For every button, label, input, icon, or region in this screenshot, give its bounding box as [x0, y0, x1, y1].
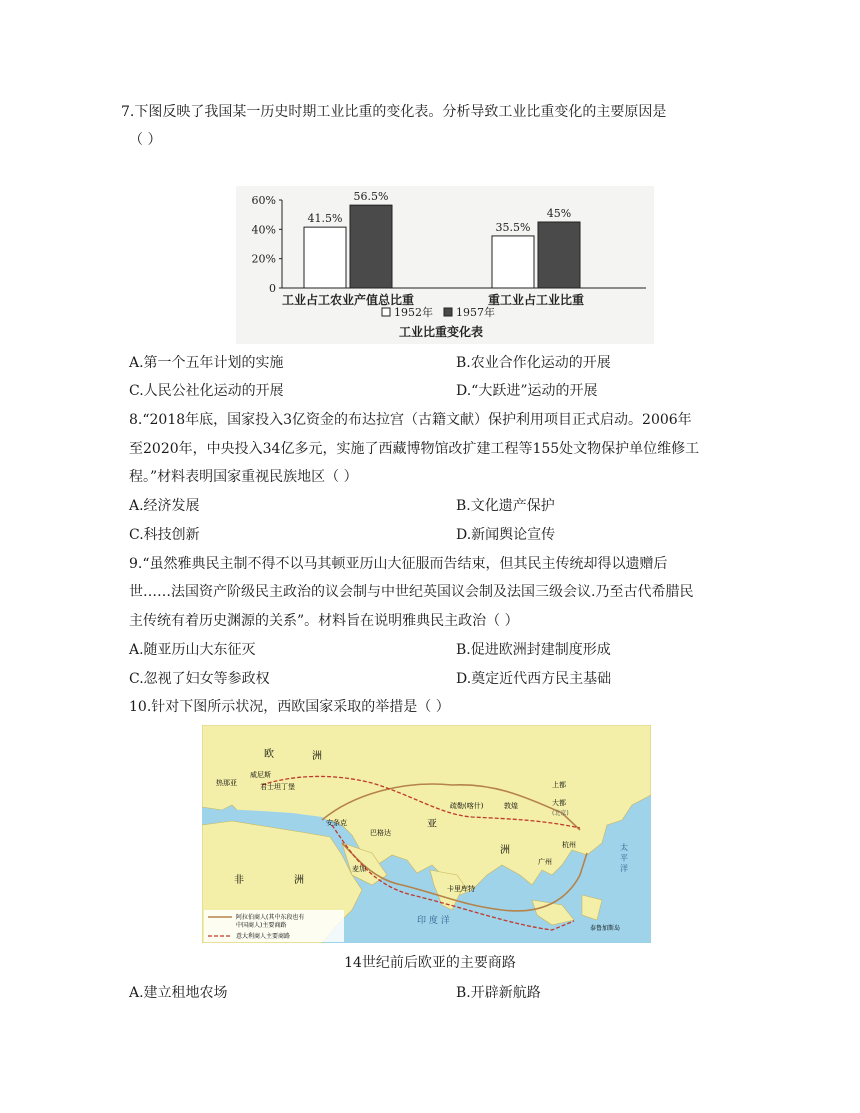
industry-ratio-chart — [236, 186, 654, 344]
legend-arab-label: 阿拉伯商人(其中东段也有 — [236, 914, 305, 921]
q8-option-a[interactable]: A.经济发展 — [129, 498, 200, 514]
q7-stem: 7.下图反映了我国某一历史时期工业比重的变化表。分析导致工业比重变化的主要原因是 — [121, 104, 667, 120]
x-category-label: 重工业占工业比重 — [487, 293, 585, 307]
q7-option-d[interactable]: D.“大跃进”运动的开展 — [456, 383, 598, 399]
legend-swatch-1952 — [382, 308, 390, 316]
map-label-guangzhou: 广州 — [538, 858, 552, 866]
map-label-pacific: 太 平 洋 — [619, 843, 629, 873]
q7-option-a[interactable]: A.第一个五年计划的实施 — [129, 355, 284, 371]
map-label-baghdad: 巴格达 — [370, 829, 391, 837]
q8-line-1: 8.“2018年底，国家投入3亿资金的布达拉宫（古籍文献）保护利用项目正式启动。2006年 — [129, 412, 692, 428]
q9-line-2: 世……法国资产阶级民主政治的议会制与中世纪英国议会制及法国三级会议.乃至古代希腊民 — [129, 584, 694, 600]
q10-option-a[interactable]: A.建立租地农场 — [129, 985, 228, 1001]
q8-option-c[interactable]: C.科技创新 — [129, 527, 200, 543]
map-label-hangzhou: 杭州 — [562, 841, 576, 849]
y-tick-label: 20% — [251, 252, 276, 266]
map-label-calicut: 卡里库特 — [447, 885, 475, 893]
bar-chart — [236, 186, 654, 344]
q9-option-a[interactable]: A.随亚历山大东征灭 — [129, 642, 256, 658]
map-label-asia-2: 洲 — [500, 845, 510, 856]
map-label-antioch: 安条克 — [326, 819, 347, 827]
q9-line-1: 9.“虽然雅典民主制不得不以马其顿亚历山大征服而告结束，但其民主传统却得以遗赠后 — [129, 556, 668, 572]
q8-line-2: 至2020年，中央投入34亿多元，实施了西藏博物馆改扩建工程等155处文物保护单位维修工 — [129, 441, 700, 457]
map-label-asia: 亚 — [427, 819, 437, 830]
map-label-mecca: 麦加 — [352, 865, 366, 873]
map-svg — [202, 725, 651, 943]
bar — [492, 236, 534, 288]
y-tick-label: 40% — [251, 223, 276, 237]
map-label-venice: 威尼斯 — [250, 771, 271, 779]
y-tick-label: 60% — [251, 194, 276, 207]
y-tick-label: 0 — [269, 282, 276, 295]
q10-option-b[interactable]: B.开辟新航路 — [456, 985, 541, 1001]
q8-line-3: 程。”材料表明国家重视民族地区（ ） — [129, 469, 358, 485]
trade-route-map — [202, 725, 651, 943]
map-label-indian-ocean: 印 度 洋 — [417, 916, 450, 926]
bar — [304, 227, 346, 288]
map-label-genoa: 热那亚 — [216, 779, 237, 787]
q8-option-d[interactable]: D.新闻舆论宣传 — [456, 527, 556, 543]
legend-swatch-1957 — [444, 308, 452, 316]
q9-option-d[interactable]: D.奠定近代西方民主基础 — [456, 671, 612, 687]
q10-stem: 10.针对下图所示状况，西欧国家采取的举措是（ ） — [129, 699, 450, 715]
bar — [538, 222, 580, 288]
legend-italy-label: 意大利商人主要商路 — [236, 933, 291, 940]
map-label-dunhuang: 敦煌 — [504, 802, 518, 810]
x-category-label: 工业占工农业产值总比重 — [281, 293, 415, 307]
chart-background — [236, 186, 654, 344]
map-label-africa-2: 洲 — [294, 875, 304, 886]
chart-title: 工业比重变化表 — [398, 325, 484, 339]
map-label-dadu: 大都 — [552, 799, 566, 807]
map-label-europe: 欧 — [264, 749, 274, 760]
q7-option-b[interactable]: B.农业合作化运动的开展 — [456, 355, 611, 371]
bar — [350, 205, 392, 288]
map-label-beijing: (北京) — [552, 810, 569, 817]
bar-value-label: 45% — [546, 207, 572, 220]
legend-arab-label-2: 中国商人)主要商路 — [236, 922, 287, 929]
map-label-europe-2: 洲 — [312, 751, 322, 762]
q7-answer-blank: （ ） — [129, 132, 162, 148]
q7-option-c[interactable]: C.人民公社化运动的开展 — [129, 383, 284, 399]
q8-option-b[interactable]: B.文化遗产保护 — [456, 498, 555, 514]
legend-label-1957: 1957年 — [456, 306, 495, 319]
map-label-africa: 非 — [234, 875, 244, 886]
map-label-shangdu: 上都 — [552, 781, 566, 789]
map-label-constantinople: 君士坦丁堡 — [260, 783, 295, 791]
q9-option-c[interactable]: C.忽视了妇女等参政权 — [129, 671, 270, 687]
bar-value-label: 35.5% — [495, 220, 531, 234]
legend-label-1952: 1952年 — [394, 306, 433, 319]
map-label-island: 泰鲁加斯岛 — [590, 925, 621, 932]
q9-line-3: 主传统有着历史渊源的关系”。材料旨在说明雅典民主政治（ ） — [129, 613, 519, 629]
q9-option-b[interactable]: B.促进欧洲封建制度形成 — [456, 642, 611, 658]
map-caption: 14世纪前后欧亚的主要商路 — [344, 955, 516, 971]
bar-value-label: 41.5% — [307, 212, 343, 226]
bar-value-label: 56.5% — [353, 190, 389, 204]
map-label-kashgar: 疏勒(喀什) — [450, 802, 484, 810]
